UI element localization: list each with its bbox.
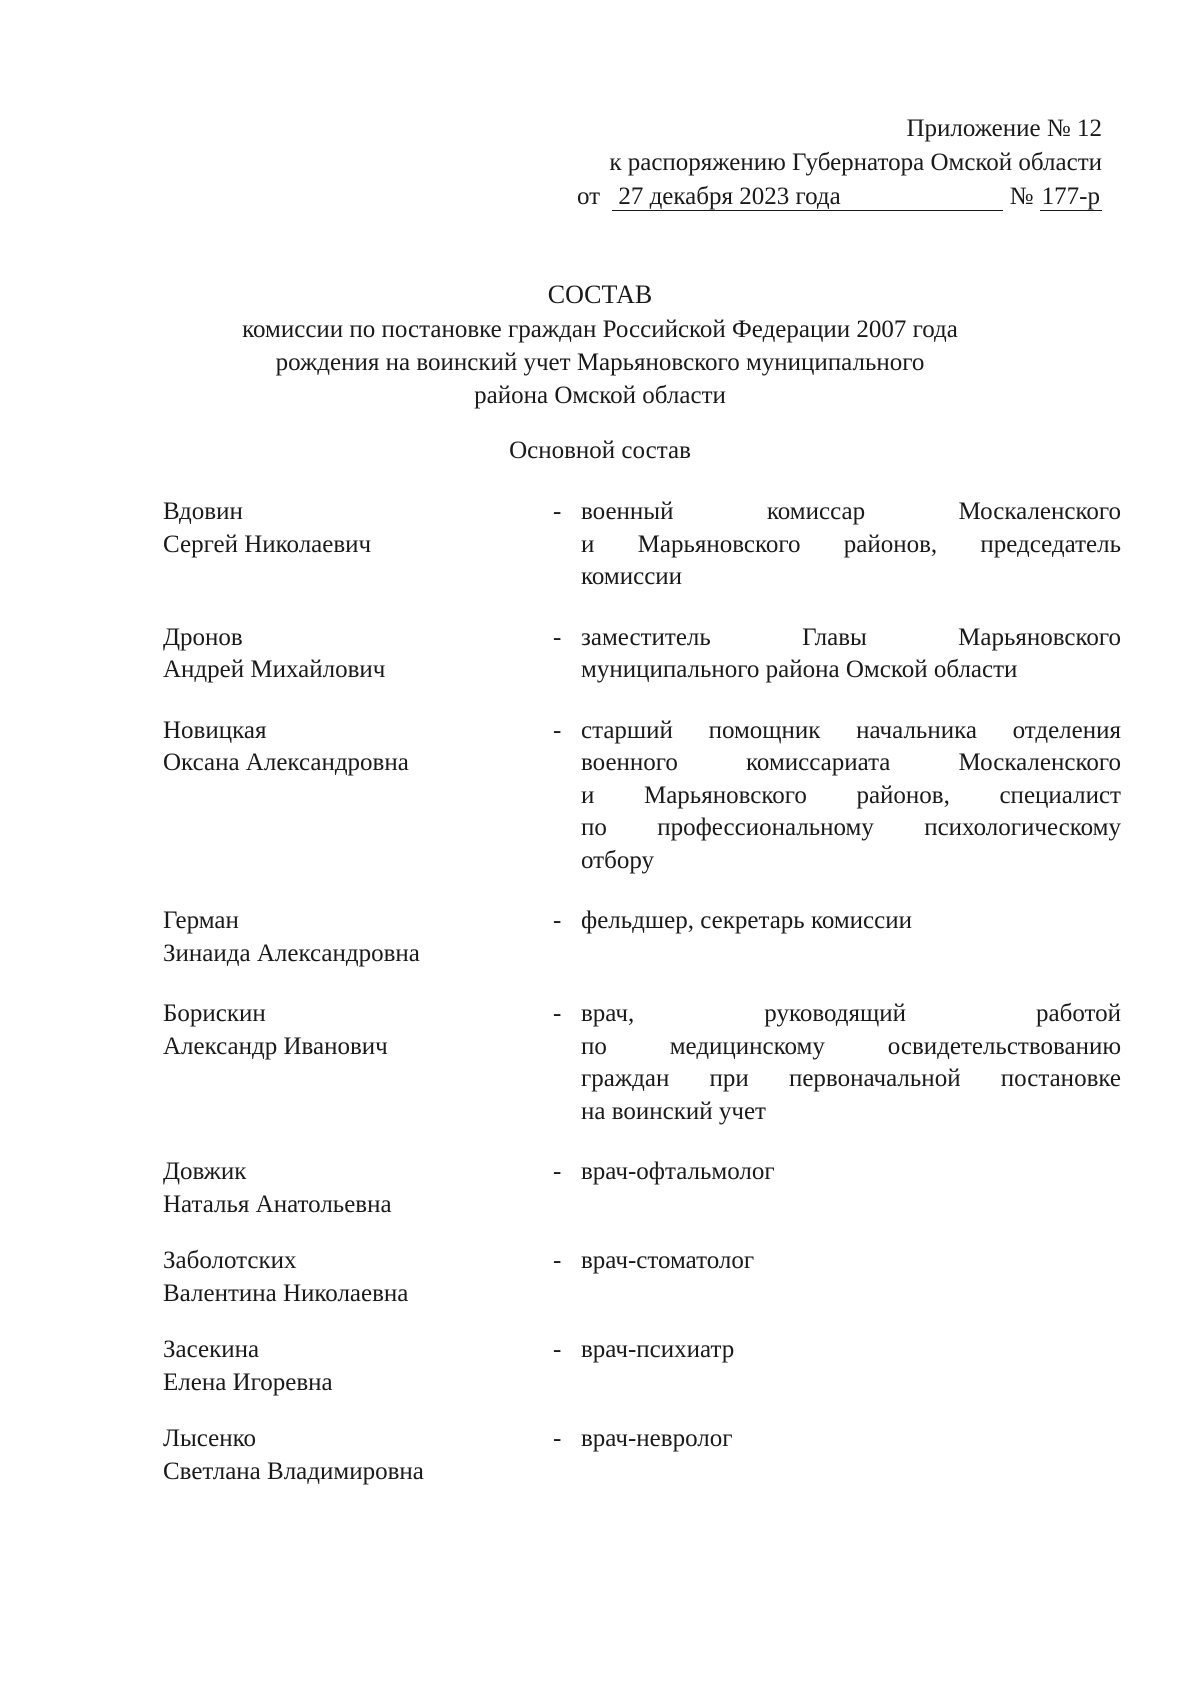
member-surname: Вдовин <box>163 498 243 525</box>
member-role-line: муниципального района Омской области <box>581 656 1018 683</box>
member-name <box>163 1156 543 1221</box>
member-surname: Борискин <box>163 1000 266 1027</box>
member-role-line: по профессиональному психологическому <box>581 814 1121 841</box>
order-date: 27 декабря 2023 года <box>612 184 1003 211</box>
member-role <box>581 1423 1121 1456</box>
member-given-names: Александр Иванович <box>163 1032 388 1060</box>
member-role-line: на воинский учет <box>581 1097 766 1125</box>
member-name <box>163 905 543 970</box>
title-heading: СОСТАВ <box>547 280 653 309</box>
order-date-line <box>577 180 1102 214</box>
member-entry <box>163 905 1121 970</box>
member-role <box>581 622 1121 687</box>
member-given-names: Андрей Михайлович <box>163 656 386 683</box>
member-surname: Герман <box>163 907 239 934</box>
member-role-line: врач-стоматолог <box>581 1247 755 1274</box>
member-dash: - <box>553 1336 562 1363</box>
member-role <box>581 1245 1121 1278</box>
member-role <box>581 715 1121 878</box>
member-role-line: врач, руководящий работой <box>581 1000 1121 1027</box>
member-role <box>581 905 1121 938</box>
member-dash: - <box>553 716 562 744</box>
member-surname: Новицкая <box>163 716 267 744</box>
member-entry <box>163 1245 1121 1310</box>
member-role <box>581 496 1121 594</box>
member-given-names: Наталья Анатольевна <box>163 1190 392 1218</box>
member-role-line: военный комиссар Москаленского <box>581 498 1121 525</box>
member-role-line: граждан при первоначальной постановке <box>581 1065 1121 1092</box>
member-role-line: врач-невролог <box>581 1425 733 1452</box>
member-role-line: отбору <box>581 846 654 874</box>
member-role-line: по медицинскому освидетельствованию <box>581 1032 1121 1060</box>
member-role <box>581 998 1121 1128</box>
order-number: 177-р <box>1041 183 1100 210</box>
member-role-line: заместитель Главы Марьяновского <box>581 623 1121 651</box>
member-name <box>163 1423 543 1488</box>
member-dash: - <box>553 1425 562 1452</box>
member-role-line: старший помощник начальника отделения <box>581 716 1121 744</box>
member-entry <box>163 1334 1121 1399</box>
title-line: рождения на воинский учет Марьяновского муниципального <box>275 349 925 376</box>
member-name <box>163 1245 543 1310</box>
member-dash: - <box>553 1158 562 1185</box>
title-line: района Омской области <box>474 382 726 409</box>
member-dash: - <box>553 498 562 525</box>
member-entry <box>163 998 1121 1128</box>
member-role-line: военного комиссариата Москаленского <box>581 749 1121 776</box>
date-prefix: от <box>576 183 601 210</box>
member-role-line: врач-психиатр <box>581 1336 735 1363</box>
member-entry <box>163 1423 1121 1488</box>
member-entry <box>163 622 1121 687</box>
member-given-names: Сергей Николаевич <box>163 530 372 558</box>
member-dash: - <box>553 1000 562 1027</box>
member-role-line: и Марьяновского районов, председатель <box>581 530 1121 558</box>
member-surname: Лысенко <box>163 1425 257 1452</box>
member-entry <box>163 715 1121 878</box>
member-entry <box>163 1156 1121 1221</box>
member-given-names: Зинаида Александровна <box>163 939 420 967</box>
member-name <box>163 496 543 561</box>
member-given-names: Елена Игоревна <box>163 1368 333 1396</box>
member-name <box>163 622 543 687</box>
appendix-number: Приложение № 12 <box>906 115 1102 142</box>
appendix-header <box>577 112 1102 214</box>
member-role-line: фельдшер, секретарь комиссии <box>581 907 913 934</box>
title-line: комиссии по постановке граждан Российской Федерации 2007 года <box>242 316 958 343</box>
member-surname: Заболотских <box>163 1247 297 1274</box>
member-role-line: и Марьяновского районов, специалист <box>581 781 1121 809</box>
section-title: Основной состав <box>509 437 691 464</box>
member-surname: Дронов <box>163 623 243 651</box>
member-given-names: Оксана Александровна <box>163 749 409 776</box>
document-title <box>0 278 1200 412</box>
member-dash: - <box>553 907 562 934</box>
member-name <box>163 998 543 1063</box>
member-given-names: Светлана Владимировна <box>163 1457 424 1485</box>
order-reference: к распоряжению Губернатора Омской области <box>609 149 1102 176</box>
member-given-names: Валентина Николаевна <box>163 1279 409 1307</box>
number-prefix: № <box>1009 183 1034 210</box>
member-name <box>163 1334 543 1399</box>
member-entry <box>163 496 1121 594</box>
member-role <box>581 1334 1121 1367</box>
member-name <box>163 715 543 780</box>
member-surname: Засекина <box>163 1336 260 1363</box>
member-role <box>581 1156 1121 1189</box>
member-dash: - <box>553 623 562 651</box>
member-surname: Довжик <box>163 1158 247 1185</box>
member-dash: - <box>553 1247 562 1274</box>
member-role-line: комиссии <box>581 563 683 590</box>
members-list <box>163 496 1121 1488</box>
member-role-line: врач-офтальмолог <box>581 1158 775 1185</box>
